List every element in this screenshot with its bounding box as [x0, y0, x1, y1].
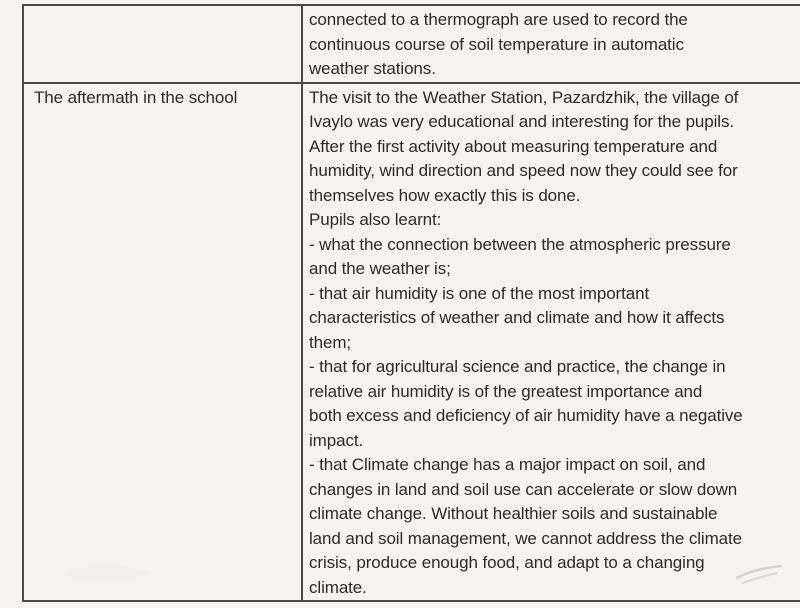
- report-table: [22, 4, 800, 602]
- text-line: impact.: [309, 430, 364, 450]
- text-line: weather stations.: [309, 59, 436, 78]
- text-line: Ivaylo was very educational and interesting for the pupils.: [309, 112, 735, 131]
- row-content-cell-aftermath: [302, 83, 800, 602]
- table-row-aftermath: [23, 83, 800, 602]
- text-line: connected to a thermograph are used to record the: [309, 10, 688, 29]
- text-line: land and soil management, we cannot address the climate: [309, 528, 742, 548]
- text-line: and the weather is;: [309, 259, 451, 278]
- text-line: relative air humidity is of the greatest importance and: [309, 381, 703, 401]
- text-line: themselves how exactly this is done.: [309, 185, 581, 205]
- row-content-cell-thermograph: [302, 5, 800, 83]
- text-line: - that Climate change has a major impact on soil, and: [309, 455, 706, 474]
- text-line: - what the connection between the atmospheric pressure: [309, 234, 731, 254]
- text-line: After the first activity about measuring temperature and: [309, 136, 718, 156]
- text-line: changes in land and soil use can accelerate or slow down: [309, 479, 738, 499]
- text-line: The visit to the Weather Station, Pazardzhik, the village of: [309, 87, 739, 107]
- text-line: climate change. Without healthier soils and sustainable: [309, 504, 718, 523]
- paper-smudge-mark: [60, 565, 150, 581]
- text-line: Pupils also learnt:: [309, 210, 442, 229]
- row-label-cell-empty: [23, 5, 302, 83]
- text-line: them;: [309, 332, 352, 352]
- text-line: crisis, produce enough food, and adapt to a changing: [309, 553, 705, 572]
- text-line: - that air humidity is one of the most important: [309, 283, 650, 303]
- text-line: characteristics of weather and climate and how it affects: [309, 308, 725, 327]
- table-row-previous-topic: [23, 5, 800, 83]
- text-line: continuous course of soil temperature in automatic: [309, 34, 684, 54]
- pen-scratch-mark: [733, 560, 785, 590]
- row-label-cell-aftermath: The aftermath in the school: [23, 83, 302, 602]
- text-line: both excess and deficiency of air humidity have a negative: [309, 406, 743, 425]
- text-line: - that for agricultural science and practice, the change in: [309, 357, 726, 376]
- text-line: climate.: [309, 577, 367, 597]
- text-line: humidity, wind direction and speed now they could see for: [309, 161, 738, 180]
